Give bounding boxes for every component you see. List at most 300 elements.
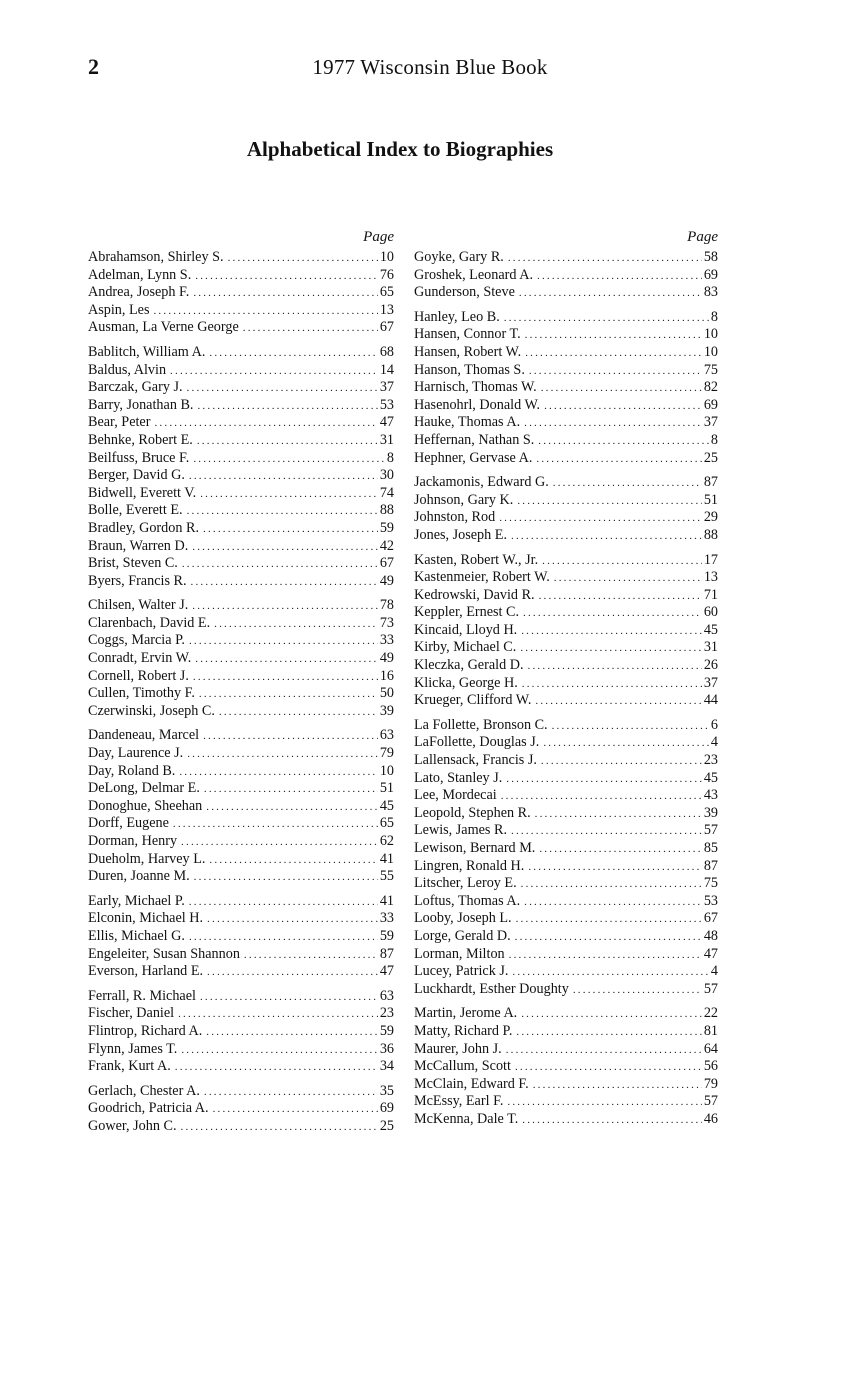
dot-leader [525,345,702,363]
entry-name: Lorman, Milton [414,945,505,962]
entry-page-number: 81 [703,1022,718,1039]
entry-name: Byers, Francis R. [88,572,187,589]
entry-page-number: 58 [703,249,718,265]
entry-name: Harnisch, Thomas W. [414,379,537,396]
index-column-left [88,226,394,1143]
entry-name: Hansen, Connor T. [414,326,521,343]
index-entry [88,780,394,798]
index-entry [414,344,718,362]
entry-page-number: 14 [379,361,394,378]
entry-page-number: 49 [379,572,394,589]
dot-leader [214,616,378,634]
entry-name: Goodrich, Patricia A. [88,1100,209,1117]
index-entry [88,815,394,833]
entry-name: Hanley, Leo B. [414,308,500,325]
entry-name: Bablitch, William A. [88,343,206,360]
dot-leader [179,764,377,782]
dot-leader [189,468,378,486]
entry-page-number: 63 [379,987,394,1004]
entry-page-number: 41 [379,850,394,867]
entry-name: Barry, Jonathan B. [88,396,194,413]
entry-name: Gunderson, Steve [414,284,515,301]
entry-name: Abrahamson, Shirley S. [88,249,224,265]
dot-leader [192,539,378,557]
dot-leader [509,947,702,965]
entry-name: Early, Michael P. [88,892,185,909]
entry-page-number: 88 [703,526,718,543]
index-letter-group [414,552,718,710]
entry-page-number: 65 [379,284,394,301]
entry-name: Jones, Joseph E. [414,526,508,543]
entry-name: Lewis, James R. [414,822,507,839]
index-entry [414,963,718,981]
index-entry [88,555,394,573]
index-entry [414,604,718,622]
dot-leader [219,704,378,722]
dot-leader [182,556,378,574]
index-entry [88,1083,394,1101]
dot-leader [524,894,702,912]
entry-page-number: 63 [379,727,394,744]
dot-leader [519,285,702,303]
page-column-label: Page [363,229,394,245]
entry-page-number: 75 [703,361,718,378]
entry-name: McCallum, Scott [414,1058,511,1075]
index-entry [414,928,718,946]
entry-page-number: 79 [703,1075,718,1092]
entry-page-number: 67 [379,319,394,336]
index-entry [88,520,394,538]
index-entry [414,379,718,397]
entry-page-number: 33 [379,632,394,649]
entry-page-number: 22 [703,1005,718,1022]
entry-name: Bolle, Everett E. [88,502,183,519]
entry-page-number: 8 [710,308,718,325]
entry-page-number: 88 [379,502,394,519]
index-letter-group [88,344,394,590]
entry-name: Lewison, Bernard M. [414,840,536,856]
entry-name: Cornell, Robert J. [88,667,189,684]
entry-name: Brist, Steven C. [88,555,178,572]
dot-leader [189,929,378,947]
entry-name: Maurer, John J. [414,1040,502,1057]
index-entry [414,432,718,450]
entry-name: Flynn, James T. [88,1040,178,1057]
index-entry [414,1023,718,1041]
index-entry [414,1111,718,1129]
index-entry [414,981,718,999]
dot-leader [189,894,378,912]
index-entry [88,668,394,686]
entry-name: Frank, Kurt A. [88,1058,171,1075]
running-head: 1977 Wisconsin Blue Book [312,55,548,79]
dot-leader [512,964,708,982]
entry-name: Hephner, Gervase A. [414,449,533,466]
dot-leader [181,834,378,852]
entry-name: Lato, Stanley J. [414,769,503,786]
entry-name: Czerwinski, Joseph C. [88,702,215,719]
entry-page-number: 44 [703,692,718,709]
dot-leader [573,982,702,1000]
index-entry [88,597,394,615]
entry-name: Kincaid, Lloyd H. [414,621,518,638]
entry-name: Luckhardt, Esther Doughty [414,980,569,997]
index-letter-group [88,597,394,720]
entry-page-number: 85 [703,840,718,856]
entry-page-number: 37 [703,674,718,691]
entry-name: La Follette, Bronson C. [414,716,548,733]
entry-page-number: 62 [379,833,394,849]
dot-leader [506,771,702,789]
entry-name: Lorge, Gerald D. [414,927,511,944]
dot-leader [181,1119,378,1137]
entry-name: Bradley, Gordon R. [88,519,199,536]
index-entry [88,615,394,633]
dot-leader [536,451,701,469]
entry-page-number: 67 [379,555,394,572]
entry-page-number: 26 [703,657,718,674]
entry-name: Beilfuss, Bruce F. [88,449,190,466]
entry-page-number: 50 [379,685,394,702]
entry-name: Kleczka, Gerald D. [414,657,524,674]
entry-name: Dueholm, Harvey L. [88,850,206,867]
entry-page-number: 8 [710,431,718,448]
entry-name: Jackamonis, Edward G. [414,474,549,491]
index-entry [88,727,394,745]
entry-name: Ellis, Michael G. [88,927,185,944]
index-entry [88,397,394,415]
entry-page-number: 59 [379,927,394,944]
entry-page-number: 87 [703,474,718,491]
entry-page-number: 23 [703,752,718,769]
index-entry [414,893,718,911]
index-entry [88,267,394,285]
entry-name: Loftus, Thomas A. [414,892,521,909]
index-entry [414,858,718,876]
page-number: 2 [88,54,99,79]
dot-leader [508,250,702,268]
dot-leader [521,1006,702,1024]
entry-name: Goyke, Gary R. [414,249,504,265]
entry-name: Conradt, Ervin W. [88,650,192,667]
entry-page-number: 39 [703,804,718,821]
entry-page-number: 69 [703,266,718,283]
dot-leader [187,746,378,764]
index-entry [88,833,394,851]
entry-page-number: 57 [703,1093,718,1110]
entry-page-number: 87 [703,857,718,874]
entry-name: Leopold, Stephen R. [414,804,531,821]
entry-name: Berger, David G. [88,467,185,484]
entry-name: Adelman, Lynn S. [88,266,192,283]
index-entry [88,467,394,485]
index-entry [88,414,394,432]
entry-page-number: 41 [379,892,394,909]
dot-leader [193,669,378,687]
entry-page-number: 25 [703,449,718,466]
index-list [414,249,718,1129]
entry-page-number: 57 [703,822,718,839]
dot-leader [192,598,378,616]
entry-page-number: 69 [379,1100,394,1117]
entry-page-number: 45 [379,797,394,814]
entry-page-number: 55 [379,868,394,885]
index-entry [414,569,718,587]
entry-page-number: 36 [379,1040,394,1057]
index-entry [88,946,394,964]
entry-page-number: 43 [703,787,718,804]
entry-page-number: 13 [379,301,394,318]
index-entry [414,1093,718,1111]
entry-name: Dorman, Henry [88,833,178,849]
entry-name: Duren, Joanne M. [88,868,190,885]
entry-name: Gower, John C. [88,1117,177,1134]
entry-page-number: 68 [379,343,394,360]
index-letter-group [414,474,718,544]
index-list [88,249,394,1136]
index-entry [88,893,394,911]
dot-leader [517,493,702,511]
index-entry [414,284,718,302]
entry-name: Gerlach, Chester A. [88,1082,200,1099]
entry-name: Flintrop, Richard A. [88,1022,203,1039]
index-entry [414,946,718,964]
dot-leader [173,816,378,834]
entry-page-number: 51 [703,491,718,508]
entry-page-number: 73 [379,614,394,631]
entry-page-number: 35 [379,1082,394,1099]
entry-page-number: 8 [386,449,394,466]
entry-name: Ferrall, R. Michael [88,987,196,1004]
index-entry [414,1058,718,1076]
entry-name: Chilsen, Walter J. [88,597,189,614]
index-letter-group [88,988,394,1076]
entry-name: Bear, Peter [88,414,151,431]
dot-leader [516,911,702,929]
entry-name: Dorff, Eugene [88,815,169,832]
dot-leader [207,964,378,982]
index-entry [414,474,718,492]
index-entry [88,851,394,869]
entry-page-number: 4 [710,734,718,751]
index-entry [414,910,718,928]
entry-page-number: 59 [379,519,394,536]
entry-name: Barczak, Gary J. [88,379,183,396]
dot-leader [538,433,709,451]
entry-page-number: 49 [379,650,394,667]
entry-name: Looby, Joseph L. [414,910,512,927]
index-entry [414,414,718,432]
entry-page-number: 30 [379,467,394,484]
index-entry [414,450,718,468]
index-entry [414,326,718,344]
index-entry [88,1058,394,1076]
dot-leader [170,363,378,381]
dot-leader [524,415,702,433]
entry-name: LaFollette, Douglas J. [414,734,540,751]
entry-name: Aspin, Les [88,301,150,318]
index-entry [88,1118,394,1136]
dot-leader [203,728,378,746]
entry-page-number: 33 [379,910,394,927]
dot-leader [539,588,702,606]
index-entry [88,302,394,320]
entry-name: Litscher, Leroy E. [414,875,517,892]
dot-leader [199,686,378,704]
dot-leader [521,623,702,641]
entry-page-number: 47 [379,414,394,431]
dot-leader [187,503,378,521]
index-entry [414,770,718,788]
entry-page-number: 56 [703,1058,718,1075]
entry-name: Lee, Mordecai [414,787,497,804]
dot-leader [194,869,378,887]
dot-leader [187,380,378,398]
entry-name: Martin, Jerome A. [414,1005,518,1022]
entry-page-number: 37 [703,414,718,431]
entry-page-number: 23 [379,1005,394,1022]
dot-leader [552,718,709,736]
index-entry [88,362,394,380]
index-entry [414,875,718,893]
entry-page-number: 78 [379,597,394,614]
index-entry [88,450,394,468]
entry-page-number: 59 [379,1022,394,1039]
index-entry [88,868,394,886]
dot-leader [244,947,378,965]
entry-name: Engeleiter, Susan Shannon [88,945,240,962]
entry-name: Bidwell, Everett V. [88,484,197,501]
index-entry [414,639,718,657]
entry-page-number: 75 [703,875,718,892]
entry-page-number: 13 [703,569,718,586]
entry-name: Lallensack, Francis J. [414,752,537,769]
entry-name: Johnston, Rod [414,509,496,526]
dot-leader [553,475,702,493]
index-entry [414,657,718,675]
dot-leader [181,1042,377,1060]
entry-page-number: 87 [379,945,394,962]
dot-leader [542,553,702,571]
dot-leader [213,1101,378,1119]
dot-leader [541,380,702,398]
dot-leader [523,605,702,623]
index-entry [88,963,394,981]
index-entry [414,397,718,415]
entry-name: Matty, Richard P. [414,1022,513,1039]
entry-name: Hansen, Robert W. [414,343,522,360]
index-entry [88,379,394,397]
index-entry [414,309,718,327]
dot-leader [515,1059,702,1077]
entry-page-number: 17 [703,551,718,568]
index-entry [414,787,718,805]
dot-leader [195,268,378,286]
index-entry [88,798,394,816]
dot-leader [154,415,377,433]
dot-leader [537,268,702,286]
index-entry [414,1041,718,1059]
dot-leader [528,658,702,676]
dot-leader [193,451,385,469]
dot-leader [499,510,702,528]
index-entry [414,492,718,510]
dot-leader [525,327,702,345]
entry-name: Kedrowski, David R. [414,586,535,603]
entry-page-number: 53 [379,396,394,413]
entry-page-number: 69 [703,396,718,413]
index-entry [88,538,394,556]
entry-name: DeLong, Delmar E. [88,780,200,797]
dot-leader [189,633,378,651]
index-entry [414,552,718,570]
dot-leader [243,320,378,338]
entry-page-number: 4 [710,963,718,980]
index-entry [414,527,718,545]
dot-leader [197,398,377,416]
entry-name: Krueger, Clifford W. [414,692,532,709]
index-entry [414,734,718,752]
index-column-right [414,226,718,1136]
index-entry [414,622,718,640]
index-entry [414,509,718,527]
index-letter-group [88,249,394,337]
index-entry [414,840,718,858]
dot-leader [511,823,702,841]
dot-leader [193,285,377,303]
index-entry [88,703,394,721]
entry-page-number: 74 [379,484,394,501]
dot-leader [535,806,702,824]
entry-page-number: 71 [703,586,718,603]
index-letter-group [88,1083,394,1136]
dot-leader [153,303,377,321]
index-entry [414,752,718,770]
entry-name: Lucey, Patrick J. [414,963,509,980]
entry-page-number: 39 [379,702,394,719]
dot-leader [206,799,378,817]
index-entry [88,650,394,668]
dot-leader [544,398,702,416]
entry-name: Coggs, Marcia P. [88,632,185,649]
dot-leader [506,1042,702,1060]
index-entry [88,685,394,703]
entry-name: Day, Laurence J. [88,745,184,762]
entry-name: Andrea, Joseph F. [88,284,190,301]
page-title: Alphabetical Index to Biographies [246,137,554,161]
dot-leader [195,651,378,669]
index-entry [414,692,718,710]
entry-name: McKenna, Dale T. [414,1110,519,1127]
entry-page-number: 10 [703,326,718,343]
entry-name: Donoghue, Sheehan [88,797,203,814]
dot-leader [533,1077,702,1095]
dot-leader [554,570,702,588]
entry-name: Baldus, Alvin [88,361,167,378]
entry-name: Groshek, Leonard A. [414,266,533,283]
entry-name: Kastenmeier, Robert W. [414,569,550,586]
dot-leader [197,433,378,451]
entry-page-number: 45 [703,621,718,638]
dot-leader [207,911,378,929]
entry-name: Hauke, Thomas A. [414,414,521,431]
entry-page-number: 34 [379,1058,394,1075]
entry-page-number: 48 [703,927,718,944]
index-entry [88,1005,394,1023]
entry-page-number: 16 [379,667,394,684]
index-entry [414,1005,718,1023]
entry-page-number: 60 [703,604,718,621]
